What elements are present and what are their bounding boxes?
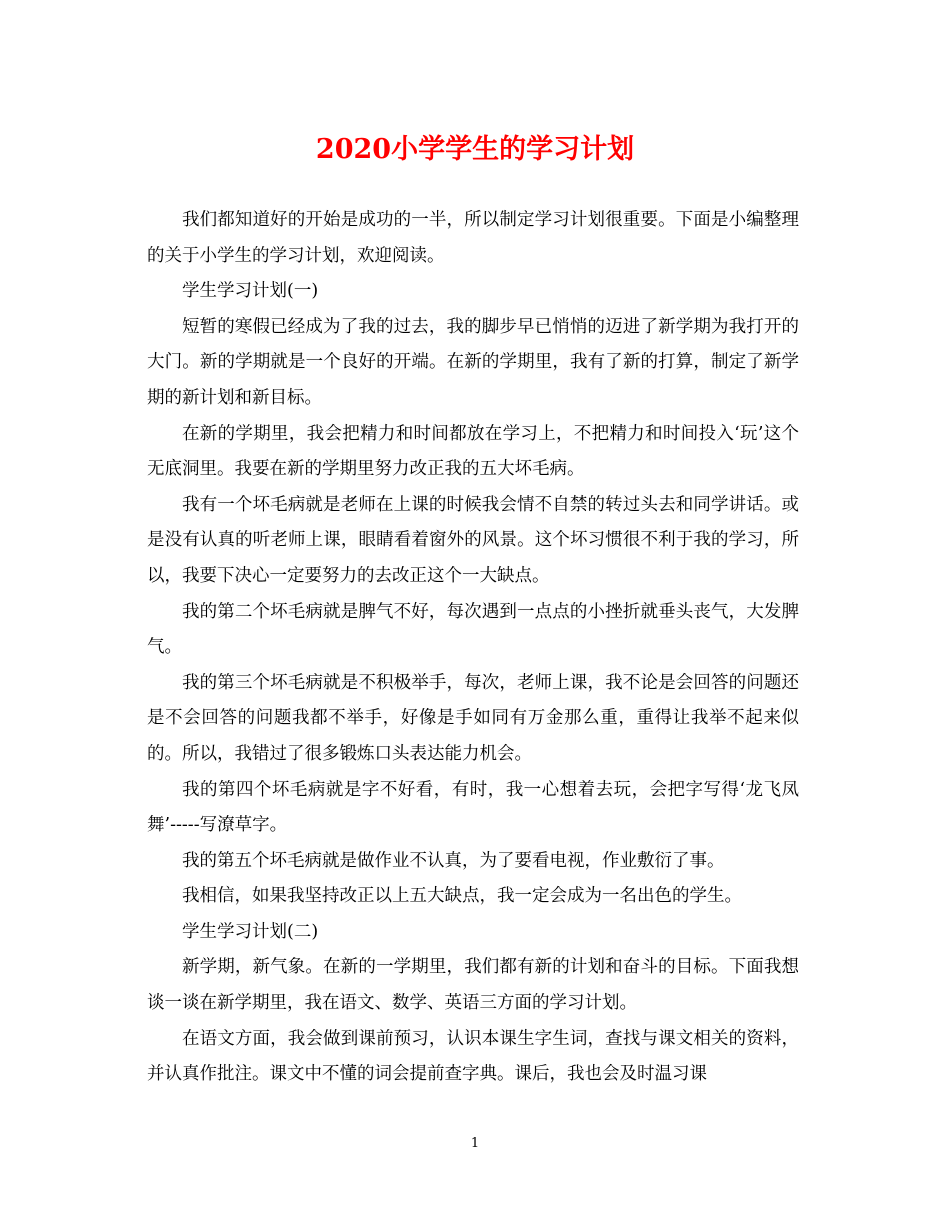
document-body <box>147 203 799 1093</box>
paragraph: 我有一个坏毛病就是老师在上课的时候我会情不自禁的转过头去和同学讲话。或是没有认真的听老师上课，眼睛看着窗外的风景。这个坏习惯很不利于我的学习，所以，我要下决心一定要努力的去改正这个一大缺点。 <box>147 494 799 586</box>
section-heading-plan-1: 学生学习计划(一) <box>182 281 319 302</box>
page-number: 1 <box>470 1136 480 1151</box>
paragraph: 我的第二个坏毛病就是脾气不好，每次遇到一点点的小挫折就垂头丧气，大发脾气。 <box>147 601 799 658</box>
paragraph: 我的第五个坏毛病就是做作业不认真，为了要看电视，作业敷衍了事。 <box>182 850 725 871</box>
paragraph: 在新的学期里，我会把精力和时间都放在学习上，不把精力和时间投入‘玩’这个无底洞里。我要在新的学期里努力改正我的五大坏毛病。 <box>147 423 799 480</box>
paragraph: 我的第四个坏毛病就是字不好看，有时，我一心想着去玩，会把字写得‘龙飞凤舞’-----写潦草字。 <box>147 779 799 836</box>
paragraph: 在语文方面，我会做到课前预习，认识本课生字生词，查找与课文相关的资料，并认真作批注。课文中不懂的词会提前查字典。课后，我也会及时温习课 <box>147 1028 799 1085</box>
paragraph: 我相信，如果我坚持改正以上五大缺点，我一定会成为一名出色的学生。 <box>182 886 742 907</box>
paragraph: 短暂的寒假已经成为了我的过去，我的脚步早已悄悄的迈进了新学期为我打开的大门。新的学期就是一个良好的开端。在新的学期里，我有了新的打算，制定了新学期的新计划和新目标。 <box>147 316 799 408</box>
paragraph: 我的第三个坏毛病就是不积极举手，每次，老师上课，我不论是会回答的问题还是不会回答的问题我都不举手，好像是手如同有万金那么重，重得让我举不起来似的。所以，我错过了很多锻炼口头表达能力机会。 <box>147 672 799 764</box>
document-title: 2020小学学生的学习计划 <box>315 134 635 165</box>
section-heading-plan-2: 学生学习计划(二) <box>182 921 319 942</box>
paragraph-intro: 我们都知道好的开始是成功的一半，所以制定学习计划很重要。下面是小编整理的关于小学生的学习计划，欢迎阅读。 <box>147 210 799 266</box>
paragraph: 新学期，新气象。在新的一学期里，我们都有新的计划和奋斗的目标。下面我想谈一谈在新学期里，我在语文、数学、英语三方面的学习计划。 <box>147 957 799 1014</box>
